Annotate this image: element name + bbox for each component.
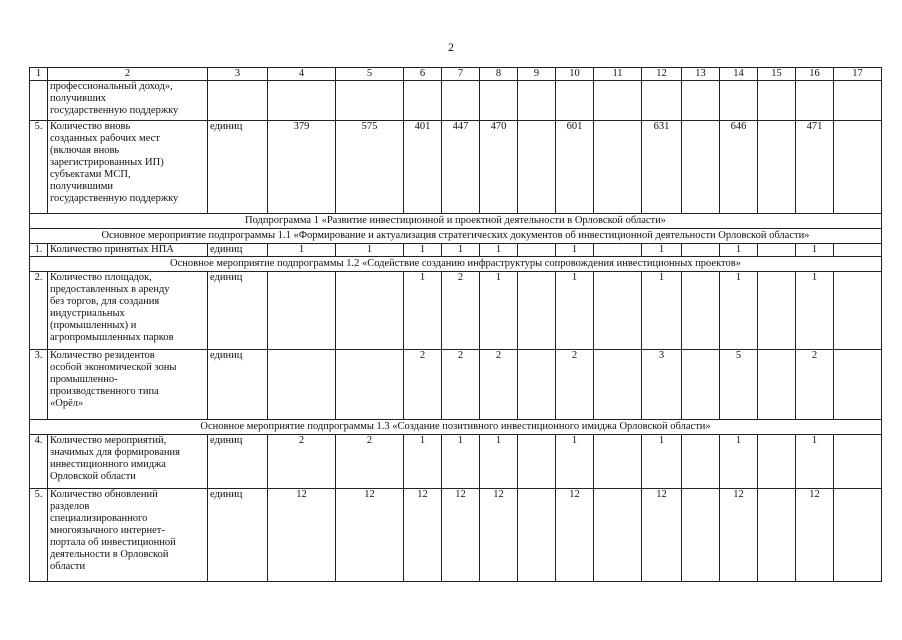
value-cell: 1 — [556, 435, 594, 489]
table-row — [30, 350, 882, 420]
indicator-name: Количество вновь созданных рабочих мест (включая вновь зарегистрированных ИП) субъектами МСП, получившими государственную поддержку — [48, 121, 208, 214]
value-cell — [442, 81, 480, 121]
table-row — [30, 489, 882, 582]
value-cell: 12 — [268, 489, 336, 582]
unit-cell: единиц — [208, 244, 268, 257]
indicator-name: Количество принятых НПА — [48, 244, 208, 257]
value-cell: 2 — [480, 350, 518, 420]
value-cell — [758, 489, 796, 582]
value-cell — [594, 244, 642, 257]
value-cell: 12 — [404, 489, 442, 582]
value-cell: 1 — [720, 435, 758, 489]
value-cell — [834, 244, 882, 257]
measure-title: Основное мероприятие подпрограммы 1.3 «Создание позитивного инвестиционного имиджа Орловской области» — [30, 420, 882, 435]
header-cell: 13 — [682, 68, 720, 81]
header-cell: 17 — [834, 68, 882, 81]
section-row — [30, 229, 882, 244]
measure-title: Основное мероприятие подпрограммы 1.2 «Содействие созданию инфраструктуры сопровождения инвестиционных проектов» — [30, 257, 882, 272]
value-cell — [758, 350, 796, 420]
value-cell: 2 — [336, 435, 404, 489]
value-cell — [758, 121, 796, 214]
section-row — [30, 214, 882, 229]
value-cell: 5 — [720, 350, 758, 420]
indicator-name: Количество резидентов особой экономической зоны промышленно- производственного типа «Орёл» — [48, 350, 208, 420]
indicator-name: Количество обновлений разделов специализированного многоязычного интернет- портала об инвестиционной деятельности в Орловской области — [48, 489, 208, 582]
unit-cell: единиц — [208, 435, 268, 489]
value-cell — [834, 489, 882, 582]
value-cell: 601 — [556, 121, 594, 214]
value-cell: 1 — [404, 272, 442, 350]
header-cell: 7 — [442, 68, 480, 81]
value-cell: 470 — [480, 121, 518, 214]
unit-cell — [208, 81, 268, 121]
value-cell — [518, 81, 556, 121]
row-number: 5. — [30, 489, 48, 582]
value-cell: 1 — [642, 435, 682, 489]
column-number-row — [30, 68, 882, 81]
header-cell: 4 — [268, 68, 336, 81]
value-cell — [518, 272, 556, 350]
header-cell: 1 — [30, 68, 48, 81]
value-cell: 1 — [796, 272, 834, 350]
value-cell — [556, 81, 594, 121]
value-cell — [682, 435, 720, 489]
value-cell: 1 — [480, 272, 518, 350]
unit-cell: единиц — [208, 272, 268, 350]
value-cell — [594, 272, 642, 350]
subprogram-title: Подпрограмма 1 «Развитие инвестиционной и проектной деятельности в Орловской области» — [30, 214, 882, 229]
value-cell: 447 — [442, 121, 480, 214]
value-cell: 471 — [796, 121, 834, 214]
section-row — [30, 257, 882, 272]
page-number: 2 — [448, 40, 454, 54]
row-number: 3. — [30, 350, 48, 420]
value-cell: 1 — [480, 244, 518, 257]
value-cell: 2 — [442, 350, 480, 420]
value-cell — [682, 121, 720, 214]
value-cell — [404, 81, 442, 121]
value-cell: 2 — [404, 350, 442, 420]
value-cell: 1 — [556, 244, 594, 257]
value-cell — [758, 435, 796, 489]
header-cell: 15 — [758, 68, 796, 81]
value-cell: 1 — [268, 244, 336, 257]
value-cell: 1 — [336, 244, 404, 257]
value-cell: 1 — [442, 435, 480, 489]
value-cell — [594, 435, 642, 489]
header-cell: 10 — [556, 68, 594, 81]
unit-cell: единиц — [208, 350, 268, 420]
table-row — [30, 272, 882, 350]
header-cell: 14 — [720, 68, 758, 81]
value-cell — [758, 272, 796, 350]
value-cell: 1 — [796, 435, 834, 489]
value-cell — [594, 350, 642, 420]
header-cell: 16 — [796, 68, 834, 81]
value-cell — [518, 435, 556, 489]
value-cell — [834, 121, 882, 214]
value-cell: 3 — [642, 350, 682, 420]
value-cell — [268, 272, 336, 350]
value-cell: 1 — [642, 272, 682, 350]
unit-cell: единиц — [208, 489, 268, 582]
value-cell — [834, 81, 882, 121]
value-cell — [758, 81, 796, 121]
value-cell — [518, 350, 556, 420]
row-number: 2. — [30, 272, 48, 350]
value-cell — [480, 81, 518, 121]
value-cell: 12 — [720, 489, 758, 582]
value-cell — [336, 272, 404, 350]
row-number: 1. — [30, 244, 48, 257]
value-cell — [594, 121, 642, 214]
header-cell: 6 — [404, 68, 442, 81]
value-cell: 2 — [268, 435, 336, 489]
value-cell — [682, 272, 720, 350]
indicator-name: Количество мероприятий, значимых для формирования инвестиционного имиджа Орловской области — [48, 435, 208, 489]
measure-title: Основное мероприятие подпрограммы 1.1 «Формирование и актуализация стратегических документов об инвестиционной деятельности Орловской области» — [30, 229, 882, 244]
table-row — [30, 81, 882, 121]
value-cell: 1 — [796, 244, 834, 257]
value-cell — [682, 350, 720, 420]
value-cell: 575 — [336, 121, 404, 214]
value-cell: 12 — [480, 489, 518, 582]
row-number: 4. — [30, 435, 48, 489]
value-cell — [682, 489, 720, 582]
value-cell: 1 — [404, 244, 442, 257]
value-cell — [834, 350, 882, 420]
value-cell — [268, 350, 336, 420]
value-cell — [720, 81, 758, 121]
indicator-name: профессиональный доход», получивших государственную поддержку — [48, 81, 208, 121]
value-cell — [336, 81, 404, 121]
value-cell: 1 — [556, 272, 594, 350]
value-cell — [682, 244, 720, 257]
value-cell: 631 — [642, 121, 682, 214]
value-cell — [594, 81, 642, 121]
value-cell: 1 — [480, 435, 518, 489]
value-cell: 12 — [336, 489, 404, 582]
value-cell: 2 — [556, 350, 594, 420]
table-row — [30, 121, 882, 214]
value-cell — [518, 244, 556, 257]
value-cell — [642, 81, 682, 121]
value-cell — [796, 81, 834, 121]
value-cell — [758, 244, 796, 257]
row-number: 5. — [30, 121, 48, 214]
value-cell: 12 — [642, 489, 682, 582]
table-row — [30, 435, 882, 489]
header-cell: 9 — [518, 68, 556, 81]
header-cell: 12 — [642, 68, 682, 81]
value-cell — [336, 350, 404, 420]
value-cell — [268, 81, 336, 121]
header-cell: 3 — [208, 68, 268, 81]
value-cell — [518, 121, 556, 214]
value-cell: 401 — [404, 121, 442, 214]
value-cell: 2 — [442, 272, 480, 350]
unit-cell: единиц — [208, 121, 268, 214]
value-cell: 12 — [442, 489, 480, 582]
row-number — [30, 81, 48, 121]
value-cell: 646 — [720, 121, 758, 214]
value-cell: 379 — [268, 121, 336, 214]
value-cell — [682, 81, 720, 121]
value-cell: 12 — [556, 489, 594, 582]
value-cell: 1 — [720, 272, 758, 350]
value-cell: 1 — [720, 244, 758, 257]
indicator-name: Количество площадок, предоставленных в аренду без торгов, для создания индустриальных (промышленных) и агропромышленных парков — [48, 272, 208, 350]
header-cell: 2 — [48, 68, 208, 81]
header-cell: 8 — [480, 68, 518, 81]
table-row — [30, 244, 882, 257]
section-row — [30, 420, 882, 435]
value-cell — [834, 272, 882, 350]
value-cell — [518, 489, 556, 582]
value-cell: 1 — [404, 435, 442, 489]
value-cell — [834, 435, 882, 489]
header-cell: 11 — [594, 68, 642, 81]
header-cell: 5 — [336, 68, 404, 81]
value-cell: 2 — [796, 350, 834, 420]
value-cell: 1 — [642, 244, 682, 257]
indicators-table — [29, 67, 882, 582]
value-cell: 1 — [442, 244, 480, 257]
value-cell — [594, 489, 642, 582]
value-cell: 12 — [796, 489, 834, 582]
